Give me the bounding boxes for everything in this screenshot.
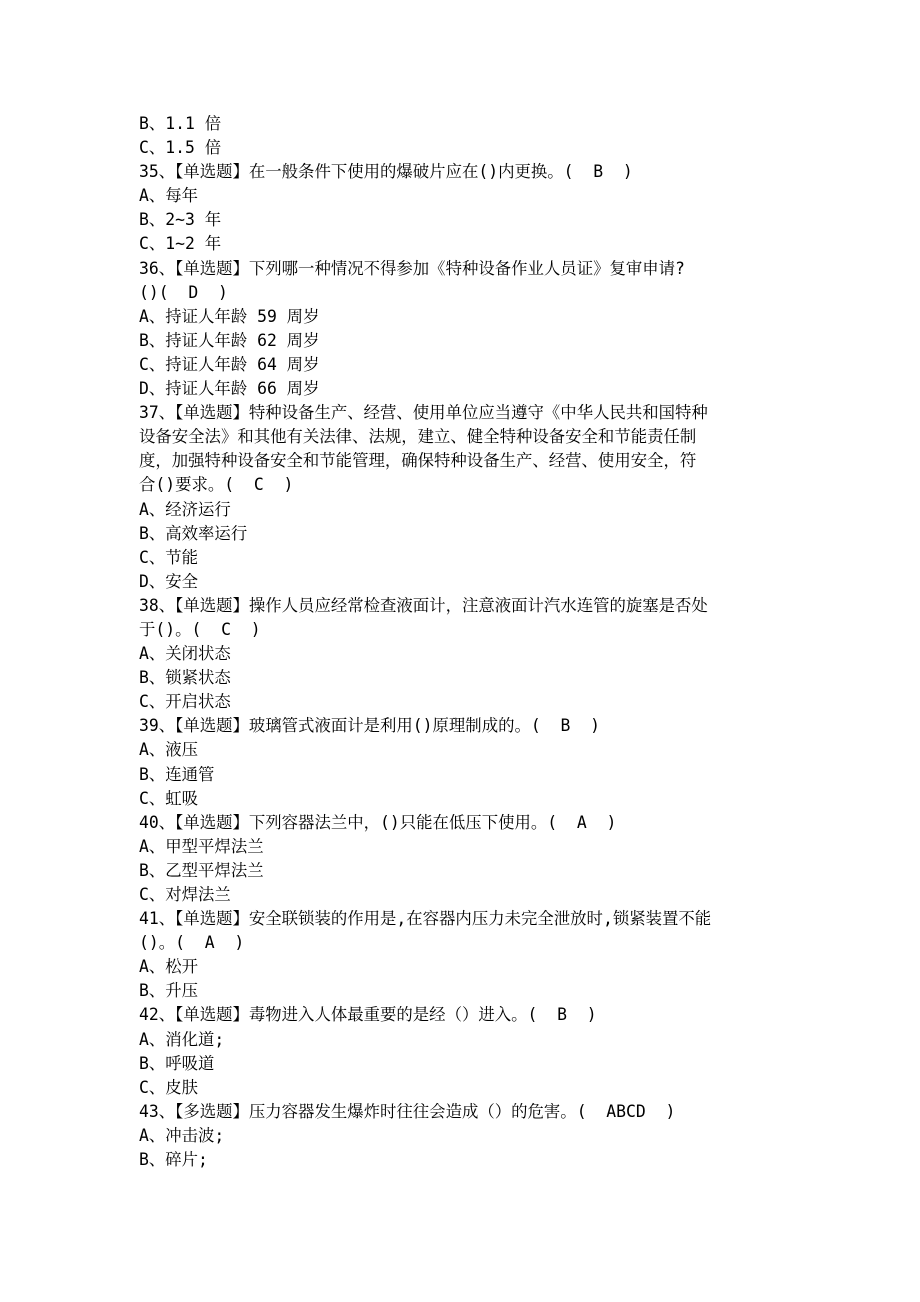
question-35: 35、【单选题】在一般条件下使用的爆破片应在()内更换。( B ) (139, 162, 633, 182)
q39-option-c: C、虹吸 (139, 788, 199, 808)
q40-option-a: A、甲型平焊法兰 (139, 836, 264, 856)
q41-option-a: A、松开 (139, 957, 199, 977)
q36-option-d: D、持证人年龄 66 周岁 (139, 379, 320, 399)
q38-option-c: C、开启状态 (139, 692, 231, 712)
q38-option-b: B、锁紧状态 (139, 668, 231, 688)
question-41-cont: ()。( A ) (139, 933, 245, 953)
q35-option-a: A、每年 (139, 186, 199, 206)
q37-option-d: D、安全 (139, 571, 199, 591)
q39-option-a: A、液压 (139, 740, 199, 760)
question-37-cont-1: 设备安全法》和其他有关法律、法规，建立、健全特种设备安全和节能责任制 (139, 427, 697, 447)
q36-option-b: B、持证人年龄 62 周岁 (139, 330, 320, 350)
q40-option-b: B、乙型平焊法兰 (139, 860, 264, 880)
q37-option-c: C、节能 (139, 547, 199, 567)
question-41: 41、【单选题】安全联锁装的作用是,在容器内压力未完全泄放时,锁紧装置不能 (139, 909, 712, 929)
question-38: 38、【单选题】操作人员应经常检查液面计，注意液面计汽水连管的旋塞是否处 (139, 595, 708, 615)
question-36-cont: ()( D ) (139, 282, 228, 302)
q41-option-b: B、升压 (139, 981, 199, 1001)
question-43: 43、【多选题】压力容器发生爆炸时往往会造成（）的危害。( ABCD ) (139, 1101, 676, 1121)
q42-option-c: C、皮肤 (139, 1077, 199, 1097)
q36-option-a: A、持证人年龄 59 周岁 (139, 306, 320, 326)
q39-option-b: B、连通管 (139, 764, 215, 784)
question-37-cont-3: 合()要求。( C ) (139, 475, 294, 495)
question-39: 39、【单选题】玻璃管式液面计是利用()原理制成的。( B ) (139, 716, 600, 736)
question-38-cont: 于()。( C ) (139, 619, 261, 639)
question-37: 37、【单选题】特种设备生产、经营、使用单位应当遵守《中华人民共和国特种 (139, 403, 708, 423)
document-page (139, 112, 789, 1172)
q35-option-c: C、1~2 年 (139, 234, 222, 254)
option-c-1-5: C、1.5 倍 (139, 138, 222, 158)
question-36: 36、【单选题】下列哪一种情况不得参加《特种设备作业人员证》复审申请? (139, 258, 685, 278)
q35-option-b: B、2~3 年 (139, 210, 222, 230)
q37-option-a: A、经济运行 (139, 499, 231, 519)
question-40: 40、【单选题】下列容器法兰中，()只能在低压下使用。( A ) (139, 812, 617, 832)
q42-option-b: B、呼吸道 (139, 1053, 215, 1073)
q38-option-a: A、关闭状态 (139, 644, 231, 664)
q43-option-a: A、冲击波; (139, 1125, 225, 1145)
q42-option-a: A、消化道; (139, 1029, 225, 1049)
question-37-cont-2: 度，加强特种设备安全和节能管理，确保特种设备生产、经营、使用安全，符 (139, 451, 697, 471)
option-b-1-1: B、1.1 倍 (139, 114, 222, 133)
q40-option-c: C、对焊法兰 (139, 885, 231, 904)
question-42: 42、【单选题】毒物进入人体最重要的是经（）进入。( B ) (139, 1005, 597, 1025)
q36-option-c: C、持证人年龄 64 周岁 (139, 354, 320, 374)
q37-option-b: B、高效率运行 (139, 523, 248, 543)
q43-option-b: B、碎片; (139, 1150, 208, 1170)
